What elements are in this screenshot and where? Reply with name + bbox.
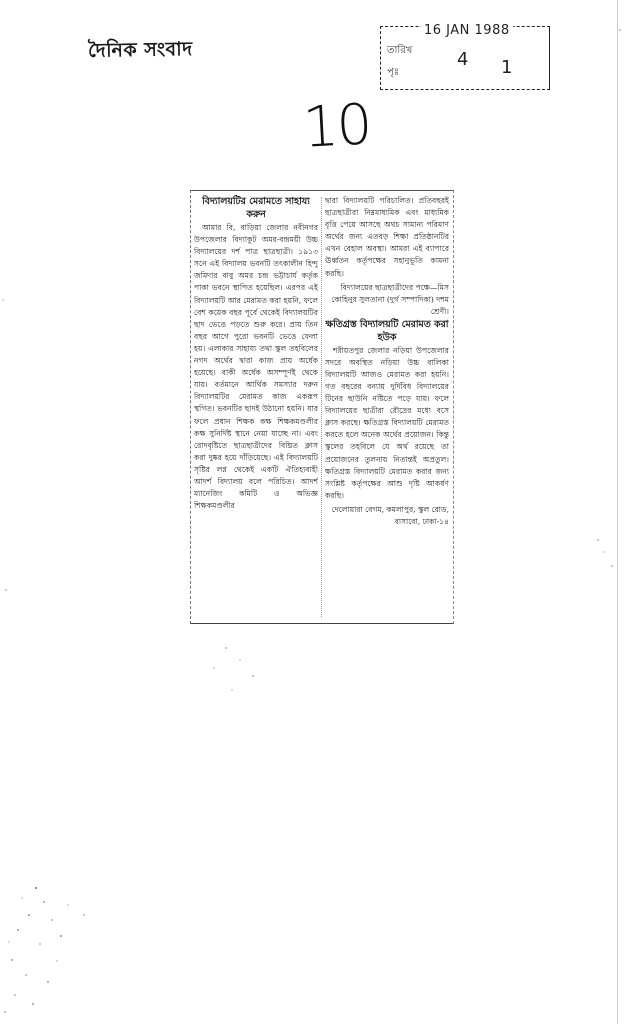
stamp-date-label: তারিখ <box>387 45 413 56</box>
newspaper-clipping <box>190 190 454 624</box>
left-article-signoff: বিদ্যালয়ের ছাত্রছাত্রীদের পক্ষে—মিস কোহিনুর সুলতানা (দুর্গ সম্পাদিকা) দশম শ্রেণী। <box>331 282 449 316</box>
stamp-page-number: 4 <box>457 49 469 70</box>
handwritten-number: 10 <box>301 92 372 161</box>
column-divider <box>321 197 322 617</box>
stamp-date: 16 JAN 1988 <box>421 23 513 38</box>
date-stamp <box>380 23 550 90</box>
left-article-body: আমার বি, বাড়িয়া জেলার নবীনগর উপজেলার বিদ্যাকুট অমর-বন্দ্রময়ী উচ্চ বিদ্যালয়ের দর্শ পাত্র ছাত্রছাত্রী। ১৯১৩ সনে এই বিদ্যালয় ভবনটি তৎকালীন হিন্দু জমিদার বাবু অমর চন্দ্র ভট্টাচার্য কর্তৃক পাকা ভবনে স্থাপিত হয়েছিল। এরপর এই বিদ্যালয়টি আর মেরামত করা হয়নি, ফলে বেশ কয়েক বছর পূর্বে থেকেই বিদ্যালয়টির ছাদ ভেঙে পড়তে শুরু করে। প্রায় তিন বছর আগে পুরো ভবনটি ভেঙে ফেলা হয়। এলাকার সাহায্য তথা স্কুল তহবিলের নগদ অর্থের দ্বারা কাজ প্রায় অর্ধেক হয়েছে। বাকী অর্ধেক অসম্পূর্ণই থেকে যায়। বর্তমানে আর্থিক সমস্যার দরুন বিদ্যালয়টির মেরামত কাজ একরূপ স্থগিত। ভবনটির ছাদই উঠানো হয়নি। যার ফলে প্রধান শিক্ষক কক্ষ শিক্ষকমণ্ডলীর কক্ষ সুনির্দিষ্ট স্থানে নেয়া যাচ্ছে না। এবং রোদবৃষ্টিতে ছাত্রছাত্রীদের বিঘ্নিত ক্লাস করা দুষ্কর হয়ে দাঁড়িয়েছে। এই বিদ্যালয়টি সৃষ্টির লগ্ন থেকেই একটি ঐতিহ্যবাহী আদর্শ বিদ্যালয় বলে পরিচিত। আদর্শ ম্যানেজিং কমিটি ও অভিজ্ঞ শিক্ষকমণ্ডলীর <box>194 223 318 511</box>
clipping-left-column <box>194 195 318 621</box>
stamp-column-number: 1 <box>501 57 513 78</box>
stamp-page-label: পৃঃ <box>387 67 400 78</box>
edge-line <box>617 0 618 1024</box>
left-article-headline: বিদ্যালয়টির মেরামতে সাহায্য করুন <box>202 196 310 220</box>
right-article-body: শরীয়তপুর জেলার নড়িয়া উপজেলার সদরে অবস্থিত নড়িয়া উচ্চ বালিকা বিদ্যালয়টি আজও মেরামত করা হয়নি। গত বছরের বন্যায় দুর্দিবিধ বিদ্যালয়ের টিনের ছাউনি নষ্টিতে পড়ে যায়। ফলে বিদ্যালয়ের ছাত্রীরা রৌদ্রের মধ্যে বসে ক্লাস করছে। ক্ষতিগ্রস্ত বিদ্যালয়টি মেরামত করতে হলে অনেক অর্থের প্রয়োজন। কিন্তু স্কুলের তহবিলে যে অর্থ রয়েছে তা প্রয়োজনের তুলনায় নিতান্তই অপ্রতুল। ক্ষতিগ্রস্ত বিদ্যালয়টি মেরামত করার জন্য সংশ্লিষ্ট কর্তৃপক্ষের আশু দৃষ্টি আকর্ষণ করছি। <box>325 345 449 500</box>
newspaper-masthead: দৈনিক সংবাদ <box>87 38 193 62</box>
right-article-author: দেলোয়ারা বেগম, কমলাপুর, স্কুল রোড, বাসাবো, ঢাকা-১৪ <box>331 504 449 526</box>
left-article-continuation: দ্বারা বিদ্যালয়টি পরিচালিত। প্রতিবছরই ছাত্রছাত্রীরা নিম্নমাধ্যমিক এবং মাধ্যমিক বৃত্তি পেয়ে আসছে অথচ সামান্য পরিমাণ অর্থের জন্য এতবড় শিক্ষা প্রতিষ্ঠানটির এখন বেহাল অবস্থা। আমরা এই ব্যাপারে ঊর্ধ্বতন কর্তৃপক্ষের সহানুভূতি কামনা করছি। <box>325 196 449 278</box>
right-article-headline: ক্ষতিগ্রস্ত বিদ্যালয়টি মেরামত করা হউক <box>325 318 449 343</box>
clipping-right-column <box>325 195 449 621</box>
